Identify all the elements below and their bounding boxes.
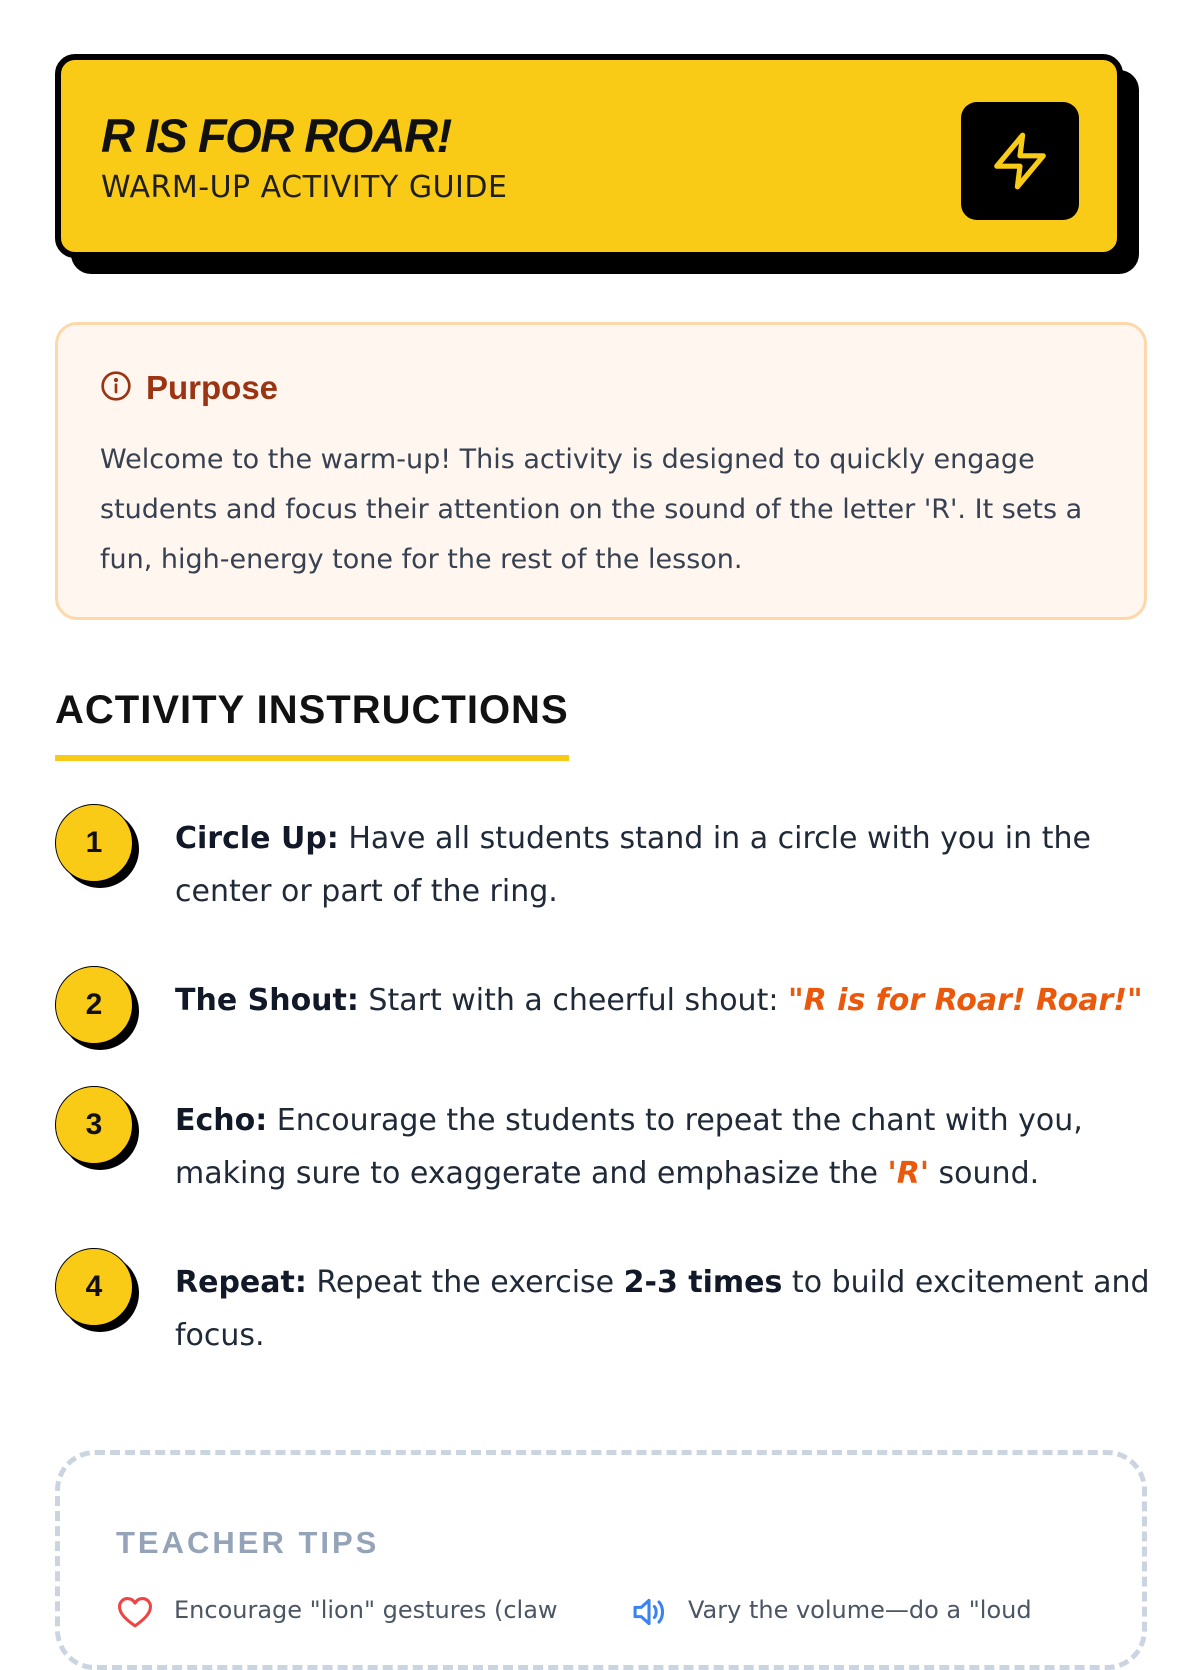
volume-icon — [630, 1595, 668, 1629]
repeat-count: 2-3 times — [623, 1265, 783, 1300]
chant-highlight: "R is for Roar! Roar!" — [787, 983, 1143, 1018]
step-number-badge: 3 — [55, 1086, 133, 1164]
step-label: Echo: — [175, 1103, 268, 1138]
purpose-card — [55, 322, 1147, 620]
step-number-badge: 1 — [55, 804, 133, 882]
lightning-bolt-icon — [961, 102, 1079, 220]
purpose-title: Purpose — [146, 369, 279, 406]
tips-title: TEACHER TIPS — [116, 1525, 380, 1560]
tip-item — [630, 1593, 1032, 1629]
step-description: Encourage the students to repeat the chant with you, making sure to exaggerate and emphasize the — [175, 1103, 1083, 1191]
step-label: Repeat: — [175, 1265, 307, 1300]
step-text — [175, 974, 1150, 1027]
tip-item — [116, 1593, 558, 1629]
letter-highlight: 'R' — [887, 1156, 930, 1191]
step-label: Circle Up: — [175, 821, 339, 856]
tip-text: Vary the volume—do a "loud — [688, 1596, 1032, 1624]
tip-text: Encourage "lion" gestures (claw — [174, 1596, 558, 1624]
step-number-badge: 4 — [55, 1248, 133, 1326]
purpose-text: Welcome to the warm-up! This activity is designed to quickly engage students and focus their attention on the sound of the letter 'R'. It sets a fun, high-energy tone for the rest of the lesson. — [100, 444, 1083, 575]
step-number-badge: 2 — [55, 966, 133, 1044]
heart-icon — [116, 1595, 154, 1629]
step-text — [175, 1094, 1150, 1200]
step-description: Have all students stand in a circle with you in the center or part of the ring. — [175, 821, 1091, 909]
instructions-title: ACTIVITY INSTRUCTIONS — [55, 688, 569, 732]
step-text — [175, 812, 1150, 918]
purpose-header — [100, 369, 278, 407]
step-description-end: sound. — [929, 1156, 1040, 1191]
step-label: The Shout: — [175, 983, 359, 1018]
step-description: Start with a cheerful shout: — [358, 983, 788, 1018]
step-description-end: to build excitement and focus. — [175, 1265, 1150, 1353]
page-subtitle: WARM-UP ACTIVITY GUIDE — [101, 170, 508, 205]
teacher-tips-card — [55, 1450, 1147, 1670]
page-title: R IS FOR ROAR! — [101, 109, 451, 162]
step-text — [175, 1256, 1150, 1362]
info-icon — [100, 370, 132, 406]
instructions-underline — [55, 755, 569, 761]
header-banner — [55, 54, 1123, 258]
step-description: Repeat the exercise — [306, 1265, 624, 1300]
